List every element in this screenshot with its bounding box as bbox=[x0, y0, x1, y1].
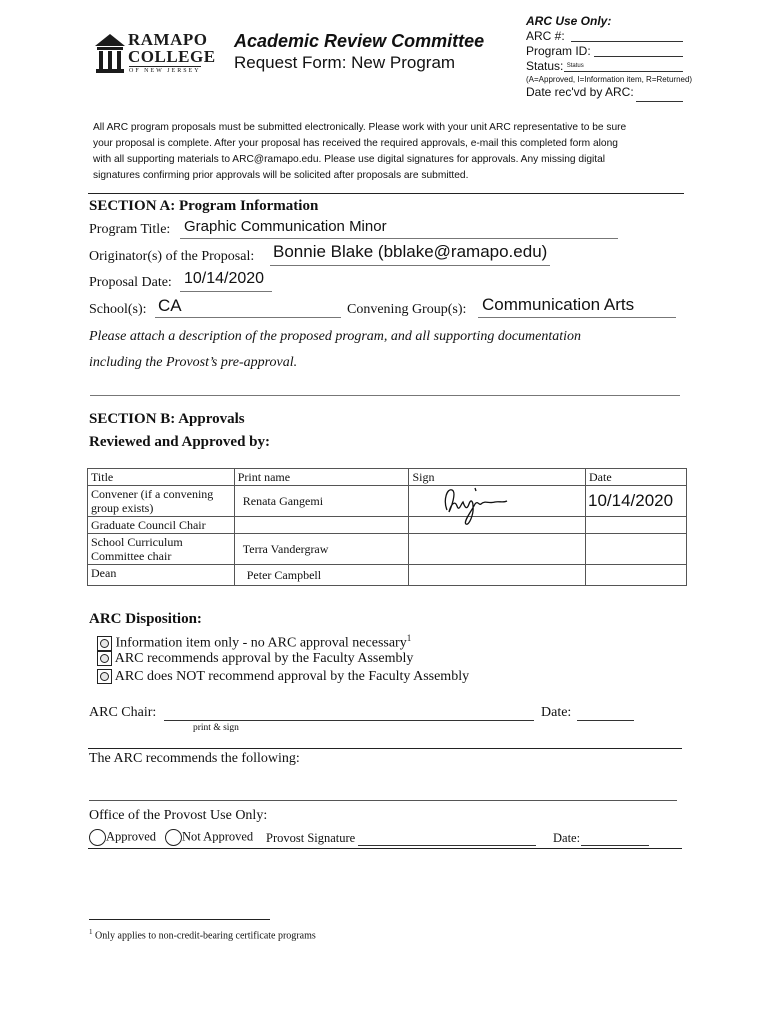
program-title-field[interactable]: Graphic Communication Minor bbox=[184, 218, 387, 235]
proposal-date-label: Proposal Date: bbox=[89, 275, 172, 290]
arc-use-box bbox=[526, 14, 696, 100]
proposal-date-field[interactable]: 10/14/2020 bbox=[184, 270, 265, 287]
schools-field[interactable]: CA bbox=[158, 296, 182, 315]
provost-date-line[interactable] bbox=[581, 845, 649, 846]
footnote-divider bbox=[89, 919, 270, 920]
logo-word-1: RAMAPO bbox=[128, 30, 208, 49]
attach-instruction-1: Please attach a description of the proposed program, and all supporting documentation bbox=[89, 329, 582, 344]
program-title-label: Program Title: bbox=[89, 222, 171, 237]
table-row bbox=[88, 486, 687, 517]
arc-number-row bbox=[526, 29, 696, 44]
status-label: Status: bbox=[526, 59, 564, 73]
divider bbox=[88, 193, 684, 194]
program-id-label: Program ID: bbox=[526, 44, 591, 58]
footnote-text: Only applies to non-credit-bearing certificate programs bbox=[95, 930, 316, 942]
status-row bbox=[526, 59, 696, 74]
provost-heading: Office of the Provost Use Only: bbox=[89, 808, 268, 823]
date-cell[interactable] bbox=[586, 565, 687, 586]
proposal-date-line bbox=[180, 291, 272, 292]
date-cell[interactable] bbox=[586, 534, 687, 565]
form-title-line2: Request Form: New Program bbox=[234, 53, 456, 72]
divider bbox=[88, 748, 682, 749]
intro-line: with all supporting materials to ARC@ramapo.edu. Please use digital signatures for approvals. Any missing digital bbox=[93, 154, 606, 165]
print-name-cell[interactable]: Renata Gangemi bbox=[234, 486, 409, 517]
intro-line: All ARC program proposals must be submitted electronically. Please work with your unit ARC representative to be sure bbox=[93, 122, 627, 133]
originators-line bbox=[270, 265, 550, 266]
status-line[interactable] bbox=[564, 71, 683, 72]
status-placeholder[interactable]: Status bbox=[566, 63, 584, 69]
signature-cell[interactable] bbox=[409, 486, 586, 517]
column-header: Sign bbox=[409, 469, 586, 486]
convening-line bbox=[478, 317, 676, 318]
intro-paragraph bbox=[93, 120, 693, 184]
row-title: School Curriculum Committee chair bbox=[88, 534, 235, 565]
program-id-line[interactable] bbox=[594, 56, 683, 57]
date-cell[interactable]: 10/14/2020 bbox=[586, 486, 687, 517]
arc-number-label: ARC #: bbox=[526, 29, 565, 43]
approvals-table bbox=[87, 468, 687, 586]
print-name-cell[interactable] bbox=[234, 517, 409, 534]
handwritten-signature bbox=[441, 482, 511, 528]
column-header: Print name bbox=[234, 469, 409, 486]
arc-chair-line[interactable] bbox=[164, 720, 534, 721]
arc-chair-hint: print & sign bbox=[193, 723, 239, 733]
provost-date-label: Date: bbox=[553, 831, 581, 845]
provost-approved-option[interactable] bbox=[89, 829, 156, 846]
signature-cell[interactable] bbox=[409, 565, 586, 586]
originators-field[interactable]: Bonnie Blake (bblake@ramapo.edu) bbox=[273, 242, 548, 261]
section-b-subheading: Reviewed and Approved by: bbox=[89, 434, 270, 450]
disposition-option-label: Information item only - no ARC approval necessary bbox=[115, 635, 407, 651]
section-a-heading: SECTION A: Program Information bbox=[89, 198, 319, 214]
college-logo bbox=[93, 30, 216, 76]
row-title: Dean bbox=[88, 565, 235, 586]
program-id-row bbox=[526, 44, 696, 59]
arc-use-heading: ARC Use Only: bbox=[526, 14, 612, 28]
table-row bbox=[88, 565, 687, 586]
arc-recommends-label: The ARC recommends the following: bbox=[89, 751, 300, 766]
table-row bbox=[88, 517, 687, 534]
program-title-line bbox=[180, 238, 618, 239]
disposition-option[interactable] bbox=[97, 651, 413, 667]
section-b-heading: SECTION B: Approvals bbox=[89, 411, 245, 427]
table-row bbox=[88, 534, 687, 565]
schools-label: School(s): bbox=[89, 302, 147, 317]
radio-button[interactable] bbox=[89, 829, 106, 846]
column-header: Title bbox=[88, 469, 235, 486]
disposition-option[interactable] bbox=[97, 669, 469, 685]
approved-label: Approved bbox=[106, 829, 156, 844]
provost-not-approved-option[interactable] bbox=[165, 829, 253, 846]
radio-button[interactable] bbox=[97, 651, 112, 666]
date-cell[interactable] bbox=[586, 517, 687, 534]
logo-subline: OF NEW JERSEY bbox=[129, 68, 201, 74]
intro-line: your proposal is complete. After your proposal has received the required approvals, e-mail this completed form along bbox=[93, 138, 618, 149]
table-header-row bbox=[88, 469, 687, 486]
radio-button[interactable] bbox=[165, 829, 182, 846]
attach-instruction-2: including the Provost’s pre-approval. bbox=[89, 355, 298, 370]
convening-field[interactable]: Communication Arts bbox=[482, 295, 635, 314]
column-header: Date bbox=[586, 469, 687, 486]
arc-number-line[interactable] bbox=[571, 41, 683, 42]
signature-cell[interactable] bbox=[409, 534, 586, 565]
status-legend: (A=Approved, I=Information item, R=Returned) bbox=[526, 75, 693, 84]
date-received-line[interactable] bbox=[636, 101, 683, 102]
radio-button[interactable] bbox=[97, 669, 112, 684]
arc-date-line[interactable] bbox=[577, 720, 634, 721]
recommendation-line[interactable] bbox=[89, 800, 677, 801]
originators-label: Originator(s) of the Proposal: bbox=[89, 249, 255, 264]
not-approved-label: Not Approved bbox=[182, 829, 254, 844]
provost-signature-label: Provost Signature bbox=[266, 831, 356, 845]
divider bbox=[88, 848, 682, 849]
footnote-mark: 1 bbox=[406, 633, 412, 643]
date-received-label: Date rec'vd by ARC: bbox=[526, 85, 634, 99]
convening-label: Convening Group(s): bbox=[347, 302, 467, 317]
logo-word-2: COLLEGE bbox=[128, 47, 216, 66]
intro-line: signatures confirming prior approvals will be solicited after proposals are submitted. bbox=[93, 170, 469, 181]
form-title-line1: Academic Review Committee bbox=[234, 31, 485, 51]
disposition-option[interactable] bbox=[97, 633, 411, 652]
radio-button[interactable] bbox=[97, 636, 112, 651]
arc-disposition-heading: ARC Disposition: bbox=[89, 611, 202, 627]
schools-line bbox=[155, 317, 341, 318]
print-name-cell[interactable]: Peter Campbell bbox=[234, 565, 409, 586]
provost-signature-line[interactable] bbox=[358, 845, 536, 846]
print-name-cell[interactable]: Terra Vandergraw bbox=[234, 534, 409, 565]
arc-chair-label: ARC Chair: bbox=[89, 705, 157, 720]
footnote bbox=[89, 928, 316, 941]
arc-date-label: Date: bbox=[541, 705, 572, 720]
disposition-option-label: ARC recommends approval by the Faculty Assembly bbox=[114, 651, 414, 666]
footnote-mark: 1 bbox=[89, 928, 93, 936]
disposition-option-label: ARC does NOT recommend approval by the Faculty Assembly bbox=[114, 669, 470, 684]
divider bbox=[90, 395, 680, 396]
row-title: Graduate Council Chair bbox=[88, 517, 235, 534]
row-title: Convener (if a convening group exists) bbox=[88, 486, 235, 517]
building-icon bbox=[93, 30, 127, 74]
date-received-row bbox=[526, 85, 696, 100]
